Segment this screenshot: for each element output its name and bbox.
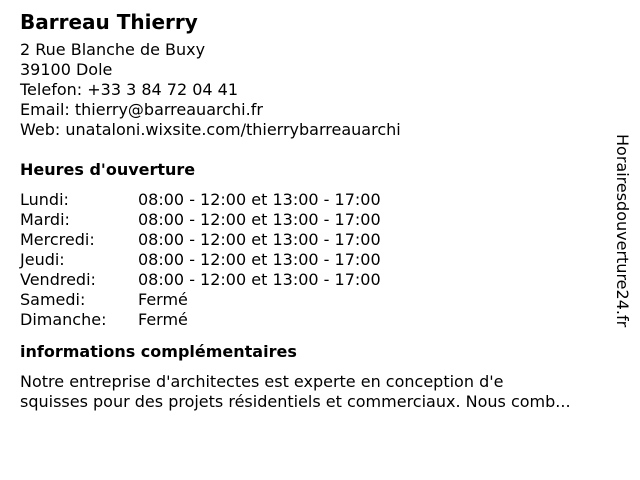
hours-time: 08:00 - 12:00 et 13:00 - 17:00 [138,250,381,269]
hours-row [20,190,605,210]
description-line: squisses pour des projets résidentiels et commerciaux. Nous comb... [20,392,571,411]
hours-time: Fermé [138,310,188,329]
email-address: Email: thierry@barreauarchi.fr [20,100,263,119]
hours-row [20,230,605,250]
opening-hours-table [20,190,605,330]
source-watermark: Horairesdouverture24.fr [613,134,632,328]
hours-row [20,250,605,270]
hours-row [20,210,605,230]
hours-day: Lundi: [20,190,69,209]
hours-day: Vendredi: [20,270,96,289]
hours-row [20,290,605,310]
opening-hours-heading: Heures d'ouverture [20,160,196,179]
address-city: 39100 Dole [20,60,113,79]
hours-day: Mercredi: [20,230,95,249]
hours-time: 08:00 - 12:00 et 13:00 - 17:00 [138,190,381,209]
hours-day: Dimanche: [20,310,107,329]
hours-row [20,310,605,330]
hours-time: Fermé [138,290,188,309]
hours-row [20,270,605,290]
hours-day: Samedi: [20,290,86,309]
contact-block [20,40,605,140]
business-card [20,8,605,412]
hours-day: Mardi: [20,210,70,229]
website: Web: unataloni.wixsite.com/thierrybarreauarchi [20,120,401,139]
address-street: 2 Rue Blanche de Buxy [20,40,206,59]
hours-time: 08:00 - 12:00 et 13:00 - 17:00 [138,210,381,229]
hours-time: 08:00 - 12:00 et 13:00 - 17:00 [138,270,381,289]
additional-info-heading: informations complémentaires [20,342,297,361]
business-name: Barreau Thierry [20,10,198,34]
hours-day: Jeudi: [20,250,65,269]
description-line: Notre entreprise d'architectes est experte en conception d'e [20,372,504,391]
hours-time: 08:00 - 12:00 et 13:00 - 17:00 [138,230,381,249]
phone-number: Telefon: +33 3 84 72 04 41 [20,80,239,99]
